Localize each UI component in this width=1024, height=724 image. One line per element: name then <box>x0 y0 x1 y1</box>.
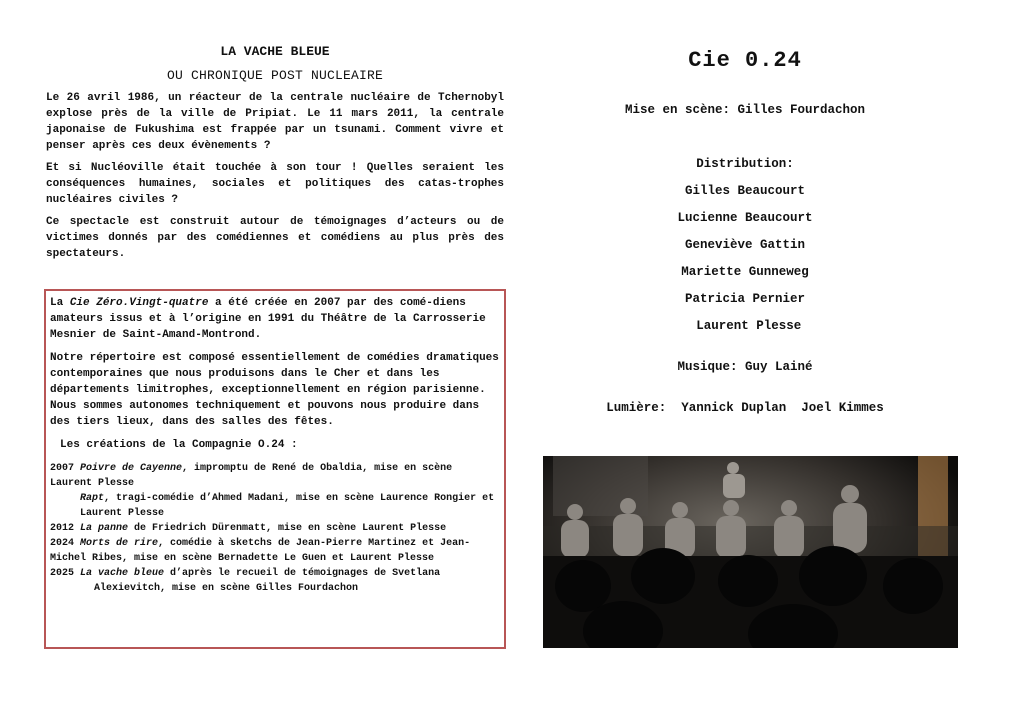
cast-member: Patricia Pernier <box>684 292 806 306</box>
creation-entry <box>50 536 500 566</box>
company-intro <box>50 295 500 343</box>
creation-details: , comédie à sketchs de Jean-Pierre Martinez et Jean-Michel Ribes, mise en scène Bernadette Le Guen et Laurent Plesse <box>50 538 471 564</box>
creation-year: 2025 <box>50 568 81 579</box>
creation-details-continued: Alexievitch, mise en scène Gilles Fourdachon <box>94 583 359 594</box>
creation-year: 2024 <box>50 538 81 549</box>
cast-member: Geneviève Gattin <box>684 238 806 252</box>
cast-member: Laurent Plesse <box>688 319 802 333</box>
creation-entry <box>50 566 500 596</box>
creation-title: Poivre de Cayenne <box>80 463 183 474</box>
performance-photo <box>543 456 958 648</box>
creation-year: 2012 <box>50 523 81 534</box>
company-name: Cie Zéro.Vingt-quatre <box>69 297 209 309</box>
play-subtitle: OU CHRONIQUE POST NUCLEAIRE <box>166 68 384 83</box>
creation-year: 2007 <box>50 463 81 474</box>
cast-member: Lucienne Beaucourt <box>677 211 813 225</box>
play-title: LA VACHE BLEUE <box>220 44 330 59</box>
left-column <box>46 44 504 268</box>
company-title: Cie 0.24 <box>688 48 802 73</box>
creation-title: Morts de rire <box>80 538 159 549</box>
creation-title: Rapt <box>80 493 105 504</box>
right-column <box>526 40 964 422</box>
creation-details: de Friedrich Dürenmatt, mise en scène Laurent Plesse <box>128 523 447 534</box>
music-credit: Musique: Guy Lainé <box>677 360 813 374</box>
lighting-credit: Lumière: Yannick Duplan Joel Kimmes <box>606 401 884 415</box>
company-info-box <box>44 289 506 649</box>
creation-details: d’après le recueil de témoignages de Svetlana <box>164 568 441 579</box>
cast-member: Gilles Beaucourt <box>684 184 806 198</box>
creation-entry <box>50 521 500 536</box>
creation-details: , impromptu de René de Obaldia, mise en scène Laurent Plesse <box>50 463 453 489</box>
director-line: Mise en scène: Gilles Fourdachon <box>624 103 866 117</box>
distribution-label: Distribution: <box>696 157 794 171</box>
synopsis-paragraph-3: Ce spectacle est construit autour de témoignages d’acteurs ou de victimes donnés par des comédiennes et comédiens au plus près des spectateurs. <box>46 216 504 260</box>
creations-heading: Les créations de la Compagnie O.24 : <box>60 439 298 451</box>
synopsis-paragraph-1: Le 26 avril 1986, un réacteur de la centrale nucléaire de Tchernobyl explose près de la ville de Pripiat. Le 11 mars 2011, la centrale japonaise de Fukushima est frappée par un tsunami. Comment vivre et penser après ces deux évènements ? <box>46 92 504 152</box>
intro-prefix: La <box>50 297 70 309</box>
creation-title: La panne <box>80 523 129 534</box>
company-repertoire: Notre répertoire est composé essentiellement de comédies dramatiques contemporaines que nous produisons dans le Cher et dans les départements limitrophes, exceptionnellement en région parisienne. Nous sommes autonomes techniquement et pouvons nous produire dans des tiers lieux, dans des salles des fêtes. <box>50 352 499 428</box>
synopsis-paragraph-2: Et si Nucléoville était touchée à son tour ! Quelles seraient les conséquences humaines, sociales et politiques des catas-trophes nucléaires civiles ? <box>46 162 504 206</box>
intro-rest: a été créée en 2007 par des comé-diens amateurs issus et à l’origine en 1991 du Théâtre de la Carrosserie Mesnier de Saint-Amand-Montrond. <box>50 297 486 341</box>
creation-title: La vache bleue <box>80 568 165 579</box>
cast-member: Mariette Gunneweg <box>681 265 809 279</box>
creation-entry <box>50 461 500 491</box>
creation-details: , tragi-comédie d’Ahmed Madani, mise en scène Laurence Rongier et Laurent Plesse <box>80 493 495 519</box>
creation-entry <box>50 491 500 521</box>
